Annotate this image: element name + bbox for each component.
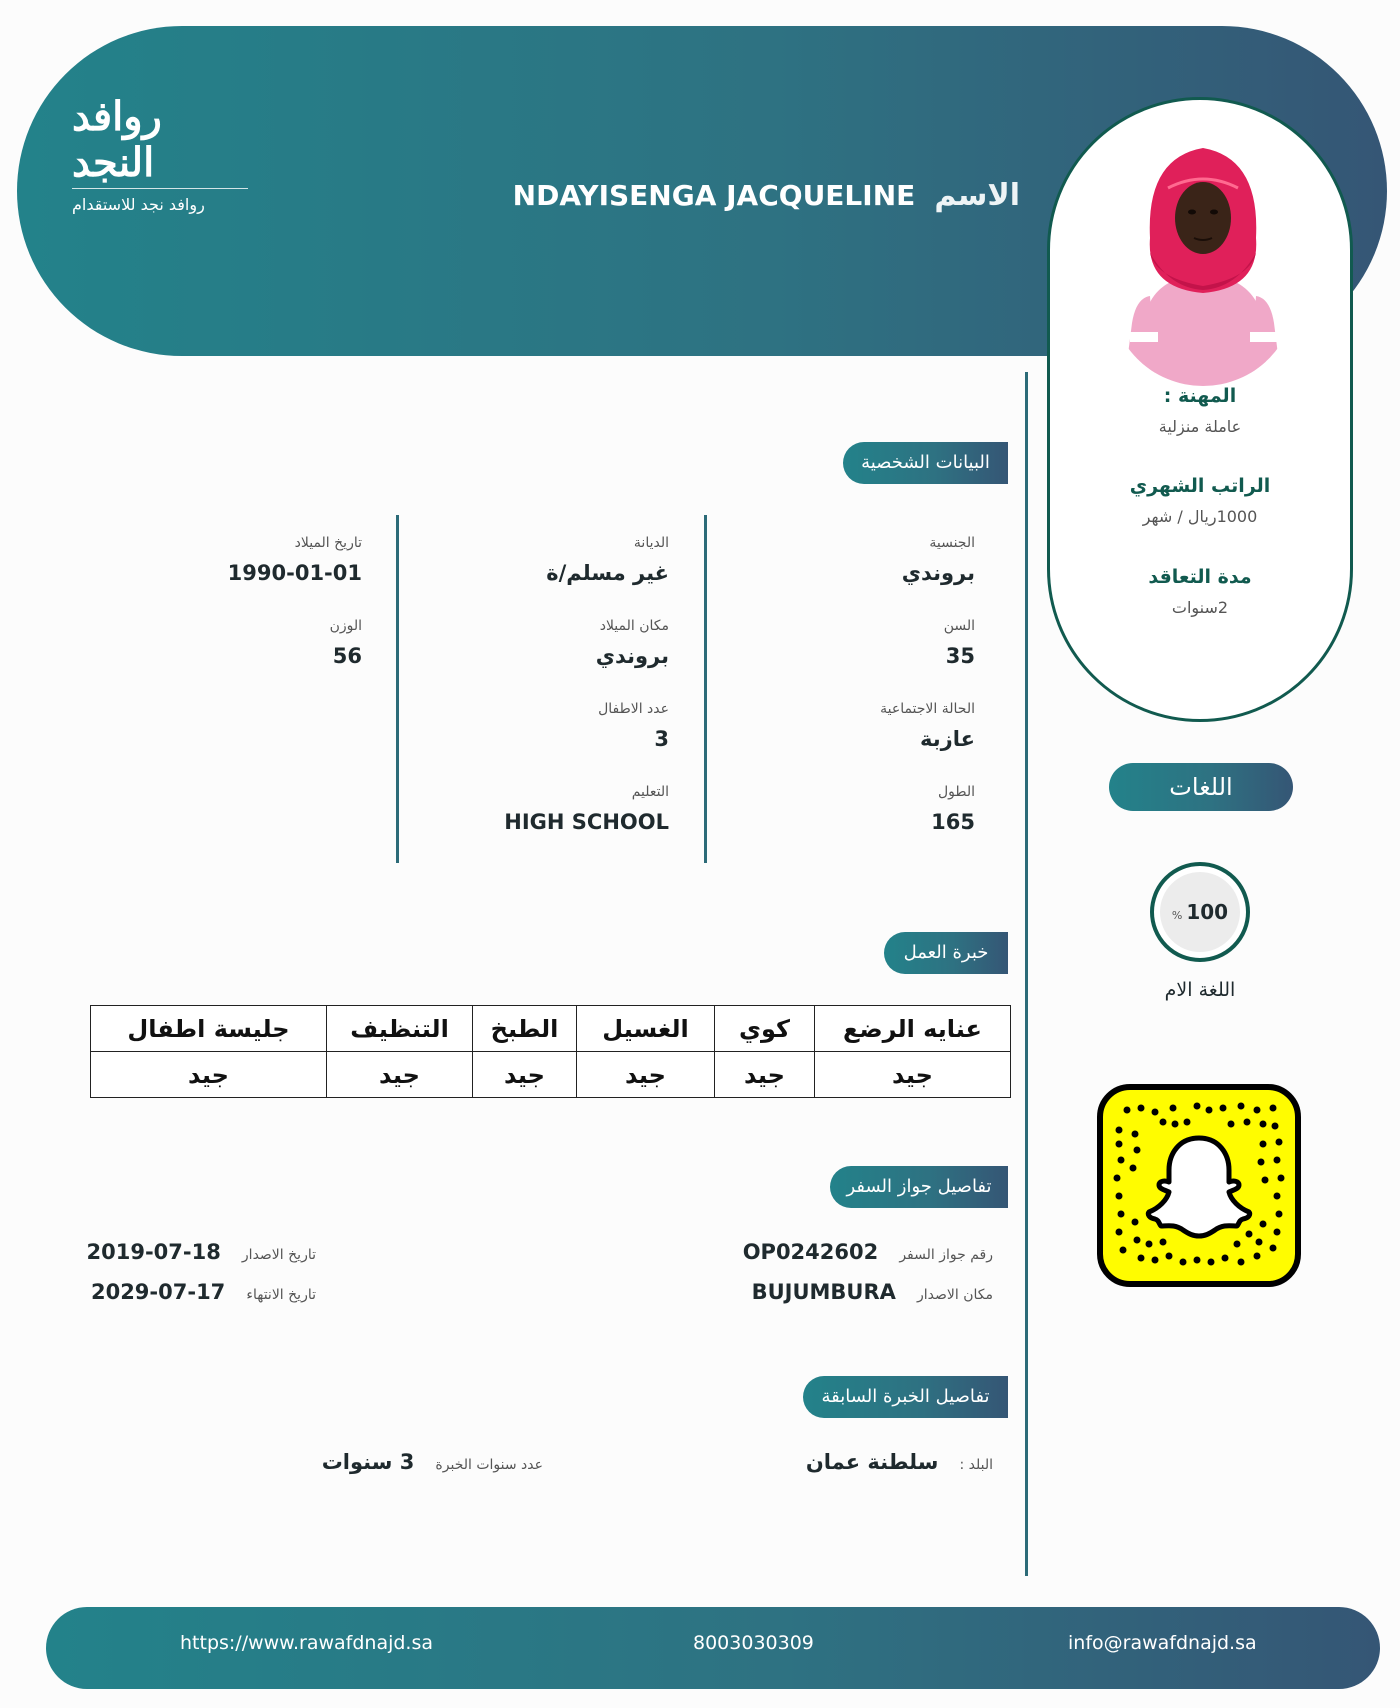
table-header-cell: كوي (715, 1006, 815, 1052)
contract-field (1050, 566, 1350, 617)
logo-divider (72, 188, 248, 189)
passport-number-label: رقم جواز السفر (899, 1247, 993, 1263)
logo-tagline: روافد نجد للاستقدام (72, 195, 205, 214)
nationality-label: الجنسية (929, 535, 975, 551)
country-label: البلد : (959, 1457, 993, 1473)
section-personal-pill: البيانات الشخصية (843, 442, 1008, 484)
weight-field (122, 618, 362, 668)
table-cell: جيد (327, 1052, 473, 1098)
phone-number[interactable]: 8003030309 (693, 1632, 814, 1654)
experience-years-label: عدد سنوات الخبرة (435, 1457, 543, 1473)
section-experience-pill: خبرة العمل (884, 932, 1008, 974)
table-cell: جيد (815, 1052, 1011, 1098)
marital-field (735, 701, 975, 751)
issue-place-label: مكان الاصدار (917, 1287, 993, 1303)
percent-symbol: % (1171, 909, 1183, 922)
name-value: NDAYISENGA JACQUELINE (512, 179, 916, 212)
weight-value: 56 (332, 644, 362, 668)
language-percent: 100 (1186, 900, 1229, 924)
contract-label: مدة التعاقد (1148, 566, 1252, 588)
dob-label: تاريخ الميلاد (294, 535, 362, 551)
birthplace-field (429, 618, 669, 668)
children-field (429, 701, 669, 751)
passport-number-field (743, 1240, 993, 1264)
column-separator (396, 515, 399, 863)
education-value: HIGH SCHOOL (504, 810, 669, 834)
snapcode-icon[interactable] (1097, 1084, 1301, 1287)
issue-date-value: 2019-07-18 (86, 1240, 221, 1264)
religion-value: غير مسلم/ة (546, 561, 669, 585)
profession-field (1050, 385, 1350, 436)
profession-label: المهنة : (1163, 385, 1237, 407)
table-cell: جيد (577, 1052, 715, 1098)
passport-number-value: OP0242602 (742, 1240, 879, 1264)
profession-value: عاملة منزلية (1158, 417, 1242, 436)
table-header-cell: جليسة اطفال (91, 1006, 327, 1052)
height-field (735, 784, 975, 834)
table-header-cell: الطبخ (473, 1006, 577, 1052)
section-previous-pill: تفاصيل الخبرة السابقة (803, 1376, 1008, 1418)
age-label: السن (943, 618, 975, 634)
table-header-row (91, 1006, 1011, 1052)
birthplace-value: بروندي (595, 644, 669, 668)
contract-value: 2سنوات (1171, 598, 1229, 617)
marital-label: الحالة الاجتماعية (880, 701, 975, 717)
table-header-cell: التنظيف (327, 1006, 473, 1052)
salary-field (1050, 475, 1350, 526)
language-progress-ring (1150, 862, 1250, 962)
name-label: الاسم (934, 178, 1020, 213)
expiry-date-field (91, 1280, 316, 1304)
children-label: عدد الاطفال (598, 701, 669, 717)
children-value: 3 (654, 727, 669, 751)
education-label: التعليم (631, 784, 669, 800)
religion-field (429, 535, 669, 585)
age-field (735, 618, 975, 668)
marital-value: عازبة (920, 727, 975, 751)
name-row (513, 178, 1020, 213)
experience-years-value: 3 سنوات (321, 1450, 415, 1474)
website-link[interactable]: https://www.rawafdnajd.sa (180, 1632, 434, 1654)
dob-field (122, 535, 362, 585)
salary-value: 1000ريال / شهر (1142, 507, 1258, 526)
table-cell: جيد (715, 1052, 815, 1098)
education-field (429, 784, 669, 834)
issue-place-value: BUJUMBURA (751, 1280, 896, 1304)
section-passport-pill: تفاصيل جواز السفر (830, 1166, 1008, 1208)
salary-label: الراتب الشهري (1129, 475, 1271, 497)
logo-mark: روافد النجد (72, 93, 162, 186)
table-header-cell: الغسيل (577, 1006, 715, 1052)
expiry-date-value: 2029-07-17 (90, 1280, 226, 1304)
table-header-cell: عنايه الرضع (815, 1006, 1011, 1052)
dob-value: 1990-01-01 (227, 561, 362, 585)
email-link[interactable]: info@rawafdnajd.sa (1068, 1632, 1257, 1654)
height-value: 165 (931, 810, 975, 834)
languages-pill: اللغات (1109, 763, 1293, 811)
expiry-date-label: تاريخ الانتهاء (246, 1287, 316, 1303)
age-value: 35 (945, 644, 975, 668)
country-value: سلطنة عمان (805, 1450, 939, 1474)
issue-place-field (752, 1280, 993, 1304)
experience-years-field (322, 1450, 543, 1474)
profile-card (1047, 97, 1353, 722)
issue-date-label: تاريخ الاصدار (241, 1247, 316, 1263)
language-progress-inner (1160, 872, 1240, 952)
religion-label: الديانة (633, 535, 669, 551)
table-cell: جيد (91, 1052, 327, 1098)
table-cell: جيد (473, 1052, 577, 1098)
table-row (91, 1052, 1011, 1098)
company-logo (72, 94, 252, 214)
candidate-photo (1110, 118, 1296, 386)
nationality-value: بروندي (901, 561, 975, 585)
weight-label: الوزن (329, 618, 362, 634)
birthplace-label: مكان الميلاد (599, 618, 669, 634)
country-field (806, 1450, 993, 1474)
timeline-line (1025, 372, 1028, 1576)
column-separator (704, 515, 707, 863)
language-name: اللغة الام (1164, 979, 1236, 1001)
issue-date-field (87, 1240, 317, 1264)
height-label: الطول (937, 784, 975, 800)
experience-table (90, 1005, 1011, 1098)
nationality-field (735, 535, 975, 585)
